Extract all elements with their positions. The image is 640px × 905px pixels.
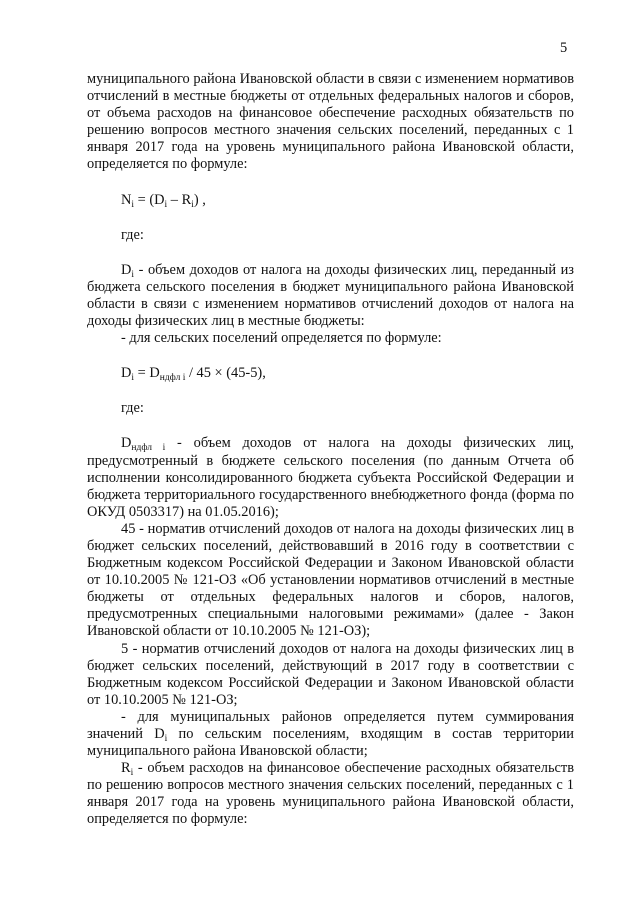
paragraph-di-definition: $D_i$ - объем доходов от налога на доходы физических лиц, переданный из бюджета сельского поселения в бюджет муниципального района Ивановской области в связи с изменением нормативов отчислений доходов от налога на доходы физических лиц в местные бюджеты: (87, 261, 574, 330)
paragraph-municipal-districts: - для муниципальных районов определяется путем суммирования значений $D_i$ по сельским поселениям, входящим в состав территории муниципального района Ивановской области; (87, 708, 574, 760)
formula-ni: $N_i = (D_i - R_i)$ , (121, 191, 206, 210)
formula-di: $D_i = D_{ндфл i} / 45 \times (45-5)$, (121, 365, 266, 384)
page-number: 5 (560, 40, 568, 56)
paragraph-norm-5: 5 - норматив отчислений доходов от налога на доходы физических лиц в бюджет сельских поселений, действующий в 2017 году в соответствии с Бюджетным кодексом Российской Федерации и Законом Ивановской области от 10.10.2005 № 121-ОЗ; (87, 640, 574, 708)
paragraph-ri-definition: $R_i$ - объем расходов на финансовое обеспечение расходных обязательств по решению вопросов местного значения сельских поселений, переданных с 1 января 2017 года на уровень муниципального района Ивановской области, определяется по формуле: (87, 760, 574, 828)
paragraph-dndfl-definition: $D_{ндфл i}$ - объем доходов от налога на доходы физических лиц, предусмотренный в бюджете сельского поселения (по данным Отчета об исполнении консолидированного бюджета субъекта Российской Федерации и бюджета территориального государственного внебюджетного фонда (форма по ОКУД 0503317) на 01.05.2016); (87, 435, 574, 520)
paragraph-rural-settlements: - для сельских поселений определяется по формуле: (121, 330, 442, 347)
where-label-1: где: (121, 226, 144, 243)
where-label-2: где: (121, 400, 144, 417)
paragraph-norm-45: 45 - норматив отчислений доходов от налога на доходы физических лиц в бюджет сельских поселений, действовавший в 2016 году в соответствии с Бюджетным кодексом Российской Федерации и Законом Ивановской области от 10.10.2005 № 121-ОЗ «Об установлении нормативов отчислений в местные бюджеты от отдельных федеральных налогов и сборов, налогов, предусмотренных специальными налоговыми режимами» (далее - Закон Ивановской области от 10.10.2005 № 121-ОЗ); (87, 520, 574, 640)
document-body (87, 71, 574, 829)
paragraph-intro: муниципального района Ивановской области в связи с изменением нормативов отчислений в местные бюджеты от отдельных федеральных налогов и сборов, от объема расходов на финансовое обеспечение расходных обязательств по решению вопросов местного значения сельских поселений, переданных с 1 января 2017 года на уровень муниципального района Ивановской области, определяется по формуле: (87, 71, 574, 173)
